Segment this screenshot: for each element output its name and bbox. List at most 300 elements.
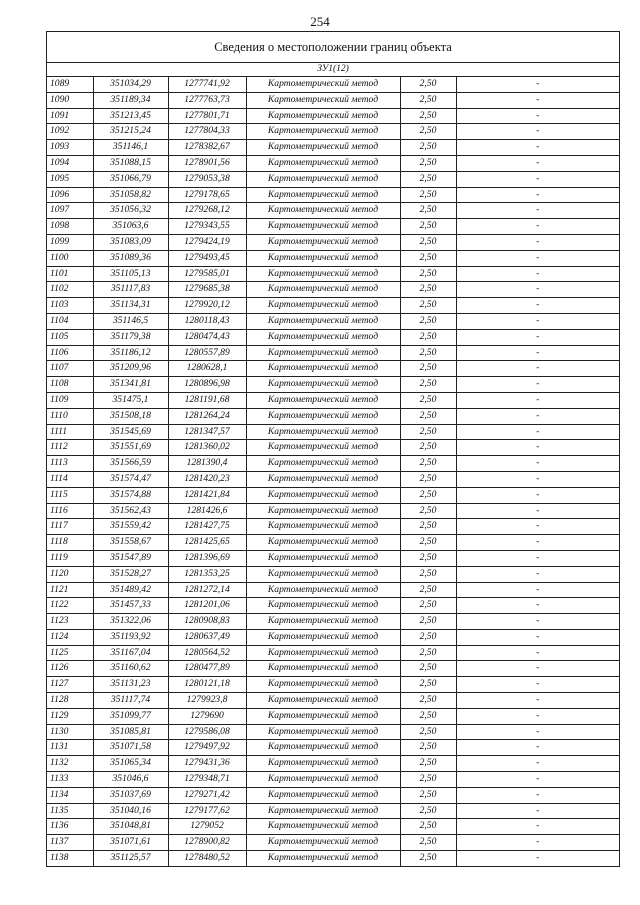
x-coordinate-cell: 351167,04 bbox=[93, 645, 168, 661]
table-row bbox=[47, 298, 619, 314]
accuracy-cell: 2,50 bbox=[400, 424, 456, 440]
table-row bbox=[47, 250, 619, 266]
x-coordinate-cell: 351186,12 bbox=[93, 345, 168, 361]
table-row bbox=[47, 677, 619, 693]
accuracy-cell: 2,50 bbox=[400, 614, 456, 630]
accuracy-cell: 2,50 bbox=[400, 234, 456, 250]
description-cell: - bbox=[456, 408, 619, 424]
accuracy-cell: 2,50 bbox=[400, 708, 456, 724]
accuracy-cell: 2,50 bbox=[400, 740, 456, 756]
point-number-cell: 1105 bbox=[47, 329, 93, 345]
y-coordinate-cell: 1280637,49 bbox=[168, 629, 246, 645]
description-cell: - bbox=[456, 298, 619, 314]
table-row bbox=[47, 708, 619, 724]
accuracy-cell: 2,50 bbox=[400, 550, 456, 566]
method-cell: Картометрический метод bbox=[246, 361, 400, 377]
x-coordinate-cell: 351065,34 bbox=[93, 756, 168, 772]
description-cell: - bbox=[456, 803, 619, 819]
table-row bbox=[47, 266, 619, 282]
description-cell: - bbox=[456, 392, 619, 408]
point-number-cell: 1106 bbox=[47, 345, 93, 361]
y-coordinate-cell: 1279178,65 bbox=[168, 187, 246, 203]
y-coordinate-cell: 1280477,89 bbox=[168, 661, 246, 677]
accuracy-cell: 2,50 bbox=[400, 361, 456, 377]
x-coordinate-cell: 351508,18 bbox=[93, 408, 168, 424]
point-number-cell: 1133 bbox=[47, 772, 93, 788]
description-cell: - bbox=[456, 550, 619, 566]
accuracy-cell: 2,50 bbox=[400, 329, 456, 345]
description-cell: - bbox=[456, 219, 619, 235]
description-cell: - bbox=[456, 77, 619, 92]
method-cell: Картометрический метод bbox=[246, 392, 400, 408]
x-coordinate-cell: 351134,31 bbox=[93, 298, 168, 314]
table-row bbox=[47, 77, 619, 92]
method-cell: Картометрический метод bbox=[246, 124, 400, 140]
method-cell: Картометрический метод bbox=[246, 203, 400, 219]
x-coordinate-cell: 351105,13 bbox=[93, 266, 168, 282]
x-coordinate-cell: 351215,24 bbox=[93, 124, 168, 140]
table-row bbox=[47, 503, 619, 519]
table-row bbox=[47, 124, 619, 140]
x-coordinate-cell: 351528,27 bbox=[93, 566, 168, 582]
table-row bbox=[47, 140, 619, 156]
point-number-cell: 1136 bbox=[47, 819, 93, 835]
point-number-cell: 1089 bbox=[47, 77, 93, 92]
table-row bbox=[47, 740, 619, 756]
x-coordinate-cell: 351160,62 bbox=[93, 661, 168, 677]
point-number-cell: 1115 bbox=[47, 487, 93, 503]
method-cell: Картометрический метод bbox=[246, 787, 400, 803]
x-coordinate-cell: 351085,81 bbox=[93, 724, 168, 740]
y-coordinate-cell: 1281201,06 bbox=[168, 598, 246, 614]
point-number-cell: 1101 bbox=[47, 266, 93, 282]
description-cell: - bbox=[456, 313, 619, 329]
method-cell: Картометрический метод bbox=[246, 282, 400, 298]
y-coordinate-cell: 1279343,55 bbox=[168, 219, 246, 235]
y-coordinate-cell: 1280474,43 bbox=[168, 329, 246, 345]
y-coordinate-cell: 1279923,8 bbox=[168, 693, 246, 709]
x-coordinate-cell: 351547,89 bbox=[93, 550, 168, 566]
method-cell: Картометрический метод bbox=[246, 408, 400, 424]
y-coordinate-cell: 1281264,24 bbox=[168, 408, 246, 424]
accuracy-cell: 2,50 bbox=[400, 408, 456, 424]
description-cell: - bbox=[456, 693, 619, 709]
point-number-cell: 1108 bbox=[47, 377, 93, 393]
point-number-cell: 1100 bbox=[47, 250, 93, 266]
description-cell: - bbox=[456, 661, 619, 677]
accuracy-cell: 2,50 bbox=[400, 851, 456, 866]
table-row bbox=[47, 456, 619, 472]
method-cell: Картометрический метод bbox=[246, 582, 400, 598]
method-cell: Картометрический метод bbox=[246, 171, 400, 187]
accuracy-cell: 2,50 bbox=[400, 535, 456, 551]
point-number-cell: 1093 bbox=[47, 140, 93, 156]
accuracy-cell: 2,50 bbox=[400, 471, 456, 487]
description-cell: - bbox=[456, 456, 619, 472]
method-cell: Картометрический метод bbox=[246, 835, 400, 851]
method-cell: Картометрический метод bbox=[246, 519, 400, 535]
y-coordinate-cell: 1281425,65 bbox=[168, 535, 246, 551]
x-coordinate-cell: 351558,67 bbox=[93, 535, 168, 551]
point-number-cell: 1111 bbox=[47, 424, 93, 440]
accuracy-cell: 2,50 bbox=[400, 92, 456, 108]
y-coordinate-cell: 1281420,23 bbox=[168, 471, 246, 487]
table-row bbox=[47, 408, 619, 424]
method-cell: Картометрический метод bbox=[246, 77, 400, 92]
accuracy-cell: 2,50 bbox=[400, 377, 456, 393]
method-cell: Картометрический метод bbox=[246, 772, 400, 788]
page-number: 254 bbox=[310, 14, 330, 29]
table-row bbox=[47, 661, 619, 677]
table-row bbox=[47, 519, 619, 535]
method-cell: Картометрический метод bbox=[246, 456, 400, 472]
point-number-cell: 1131 bbox=[47, 740, 93, 756]
point-number-cell: 1134 bbox=[47, 787, 93, 803]
accuracy-cell: 2,50 bbox=[400, 266, 456, 282]
method-cell: Картометрический метод bbox=[246, 803, 400, 819]
table-row bbox=[47, 234, 619, 250]
accuracy-cell: 2,50 bbox=[400, 819, 456, 835]
y-coordinate-cell: 1279431,36 bbox=[168, 756, 246, 772]
accuracy-cell: 2,50 bbox=[400, 219, 456, 235]
x-coordinate-cell: 351066,79 bbox=[93, 171, 168, 187]
accuracy-cell: 2,50 bbox=[400, 803, 456, 819]
method-cell: Картометрический метод bbox=[246, 219, 400, 235]
point-number-cell: 1116 bbox=[47, 503, 93, 519]
point-number-cell: 1120 bbox=[47, 566, 93, 582]
point-number-cell: 1138 bbox=[47, 851, 93, 866]
x-coordinate-cell: 351475,1 bbox=[93, 392, 168, 408]
x-coordinate-cell: 351457,33 bbox=[93, 598, 168, 614]
method-cell: Картометрический метод bbox=[246, 503, 400, 519]
method-cell: Картометрический метод bbox=[246, 92, 400, 108]
description-cell: - bbox=[456, 171, 619, 187]
table-row bbox=[47, 392, 619, 408]
y-coordinate-cell: 1278900,82 bbox=[168, 835, 246, 851]
point-number-cell: 1117 bbox=[47, 519, 93, 535]
table-row bbox=[47, 835, 619, 851]
description-cell: - bbox=[456, 440, 619, 456]
y-coordinate-cell: 1279585,01 bbox=[168, 266, 246, 282]
accuracy-cell: 2,50 bbox=[400, 598, 456, 614]
method-cell: Картометрический метод bbox=[246, 234, 400, 250]
method-cell: Картометрический метод bbox=[246, 140, 400, 156]
y-coordinate-cell: 1279271,42 bbox=[168, 787, 246, 803]
x-coordinate-cell: 351322,06 bbox=[93, 614, 168, 630]
y-coordinate-cell: 1277804,33 bbox=[168, 124, 246, 140]
description-cell: - bbox=[456, 345, 619, 361]
y-coordinate-cell: 1279053,38 bbox=[168, 171, 246, 187]
x-coordinate-cell: 351117,74 bbox=[93, 693, 168, 709]
method-cell: Картометрический метод bbox=[246, 471, 400, 487]
point-number-cell: 1097 bbox=[47, 203, 93, 219]
accuracy-cell: 2,50 bbox=[400, 487, 456, 503]
point-number-cell: 1130 bbox=[47, 724, 93, 740]
x-coordinate-cell: 351146,1 bbox=[93, 140, 168, 156]
table-row bbox=[47, 582, 619, 598]
description-cell: - bbox=[456, 250, 619, 266]
description-cell: - bbox=[456, 835, 619, 851]
table-row bbox=[47, 219, 619, 235]
method-cell: Картометрический метод bbox=[246, 693, 400, 709]
x-coordinate-cell: 351213,45 bbox=[93, 108, 168, 124]
y-coordinate-cell: 1279493,45 bbox=[168, 250, 246, 266]
method-cell: Картометрический метод bbox=[246, 566, 400, 582]
accuracy-cell: 2,50 bbox=[400, 440, 456, 456]
y-coordinate-cell: 1279586,08 bbox=[168, 724, 246, 740]
accuracy-cell: 2,50 bbox=[400, 677, 456, 693]
x-coordinate-cell: 351099,77 bbox=[93, 708, 168, 724]
description-cell: - bbox=[456, 471, 619, 487]
table-row bbox=[47, 171, 619, 187]
table-row bbox=[47, 108, 619, 124]
description-cell: - bbox=[456, 140, 619, 156]
accuracy-cell: 2,50 bbox=[400, 77, 456, 92]
table-row bbox=[47, 487, 619, 503]
y-coordinate-cell: 1278382,67 bbox=[168, 140, 246, 156]
accuracy-cell: 2,50 bbox=[400, 693, 456, 709]
table-row bbox=[47, 598, 619, 614]
point-number-cell: 1119 bbox=[47, 550, 93, 566]
description-cell: - bbox=[456, 819, 619, 835]
description-cell: - bbox=[456, 535, 619, 551]
y-coordinate-cell: 1281272,14 bbox=[168, 582, 246, 598]
x-coordinate-cell: 351058,82 bbox=[93, 187, 168, 203]
y-coordinate-cell: 1281353,25 bbox=[168, 566, 246, 582]
point-number-cell: 1118 bbox=[47, 535, 93, 551]
description-cell: - bbox=[456, 487, 619, 503]
accuracy-cell: 2,50 bbox=[400, 787, 456, 803]
method-cell: Картометрический метод bbox=[246, 614, 400, 630]
description-cell: - bbox=[456, 234, 619, 250]
accuracy-cell: 2,50 bbox=[400, 566, 456, 582]
description-cell: - bbox=[456, 645, 619, 661]
accuracy-cell: 2,50 bbox=[400, 645, 456, 661]
x-coordinate-cell: 351088,15 bbox=[93, 155, 168, 171]
description-cell: - bbox=[456, 329, 619, 345]
point-number-cell: 1094 bbox=[47, 155, 93, 171]
x-coordinate-cell: 351562,43 bbox=[93, 503, 168, 519]
y-coordinate-cell: 1281347,57 bbox=[168, 424, 246, 440]
y-coordinate-cell: 1281421,84 bbox=[168, 487, 246, 503]
table-row bbox=[47, 787, 619, 803]
table-row bbox=[47, 851, 619, 866]
description-cell: - bbox=[456, 361, 619, 377]
x-coordinate-cell: 351179,38 bbox=[93, 329, 168, 345]
method-cell: Картометрический метод bbox=[246, 345, 400, 361]
table-row bbox=[47, 803, 619, 819]
description-cell: - bbox=[456, 519, 619, 535]
document-table-frame bbox=[46, 31, 620, 867]
method-cell: Картометрический метод bbox=[246, 851, 400, 866]
y-coordinate-cell: 1280628,1 bbox=[168, 361, 246, 377]
description-cell: - bbox=[456, 677, 619, 693]
table-row bbox=[47, 92, 619, 108]
accuracy-cell: 2,50 bbox=[400, 250, 456, 266]
method-cell: Картометрический метод bbox=[246, 724, 400, 740]
table-subtitle: ЗУ1(12) bbox=[47, 63, 619, 77]
x-coordinate-cell: 351117,83 bbox=[93, 282, 168, 298]
y-coordinate-cell: 1278480,52 bbox=[168, 851, 246, 866]
x-coordinate-cell: 351048,81 bbox=[93, 819, 168, 835]
point-number-cell: 1121 bbox=[47, 582, 93, 598]
description-cell: - bbox=[456, 629, 619, 645]
x-coordinate-cell: 351056,32 bbox=[93, 203, 168, 219]
description-cell: - bbox=[456, 566, 619, 582]
table-row bbox=[47, 724, 619, 740]
method-cell: Картометрический метод bbox=[246, 440, 400, 456]
description-cell: - bbox=[456, 787, 619, 803]
point-number-cell: 1114 bbox=[47, 471, 93, 487]
accuracy-cell: 2,50 bbox=[400, 724, 456, 740]
table-body bbox=[47, 77, 619, 866]
table-row bbox=[47, 329, 619, 345]
point-number-cell: 1127 bbox=[47, 677, 93, 693]
accuracy-cell: 2,50 bbox=[400, 171, 456, 187]
x-coordinate-cell: 351034,29 bbox=[93, 77, 168, 92]
y-coordinate-cell: 1279348,71 bbox=[168, 772, 246, 788]
description-cell: - bbox=[456, 598, 619, 614]
x-coordinate-cell: 351559,42 bbox=[93, 519, 168, 535]
x-coordinate-cell: 351146,5 bbox=[93, 313, 168, 329]
coordinates-table bbox=[47, 77, 619, 866]
point-number-cell: 1102 bbox=[47, 282, 93, 298]
description-cell: - bbox=[456, 187, 619, 203]
table-row bbox=[47, 471, 619, 487]
accuracy-cell: 2,50 bbox=[400, 629, 456, 645]
description-cell: - bbox=[456, 708, 619, 724]
method-cell: Картометрический метод bbox=[246, 740, 400, 756]
description-cell: - bbox=[456, 108, 619, 124]
method-cell: Картометрический метод bbox=[246, 677, 400, 693]
point-number-cell: 1095 bbox=[47, 171, 93, 187]
y-coordinate-cell: 1280908,83 bbox=[168, 614, 246, 630]
x-coordinate-cell: 351071,61 bbox=[93, 835, 168, 851]
y-coordinate-cell: 1281390,4 bbox=[168, 456, 246, 472]
y-coordinate-cell: 1280121,18 bbox=[168, 677, 246, 693]
method-cell: Картометрический метод bbox=[246, 313, 400, 329]
method-cell: Картометрический метод bbox=[246, 661, 400, 677]
table-row bbox=[47, 772, 619, 788]
x-coordinate-cell: 351040,16 bbox=[93, 803, 168, 819]
point-number-cell: 1090 bbox=[47, 92, 93, 108]
x-coordinate-cell: 351545,69 bbox=[93, 424, 168, 440]
table-row bbox=[47, 693, 619, 709]
x-coordinate-cell: 351125,57 bbox=[93, 851, 168, 866]
accuracy-cell: 2,50 bbox=[400, 155, 456, 171]
table-row bbox=[47, 155, 619, 171]
description-cell: - bbox=[456, 282, 619, 298]
point-number-cell: 1112 bbox=[47, 440, 93, 456]
point-number-cell: 1137 bbox=[47, 835, 93, 851]
accuracy-cell: 2,50 bbox=[400, 772, 456, 788]
accuracy-cell: 2,50 bbox=[400, 392, 456, 408]
y-coordinate-cell: 1281360,02 bbox=[168, 440, 246, 456]
method-cell: Картометрический метод bbox=[246, 645, 400, 661]
x-coordinate-cell: 351489,42 bbox=[93, 582, 168, 598]
method-cell: Картометрический метод bbox=[246, 377, 400, 393]
table-title: Сведения о местоположении границ объекта bbox=[47, 32, 619, 63]
point-number-cell: 1099 bbox=[47, 234, 93, 250]
table-row bbox=[47, 440, 619, 456]
description-cell: - bbox=[456, 377, 619, 393]
point-number-cell: 1113 bbox=[47, 456, 93, 472]
y-coordinate-cell: 1279685,38 bbox=[168, 282, 246, 298]
description-cell: - bbox=[456, 124, 619, 140]
y-coordinate-cell: 1280564,52 bbox=[168, 645, 246, 661]
y-coordinate-cell: 1280118,43 bbox=[168, 313, 246, 329]
method-cell: Картометрический метод bbox=[246, 187, 400, 203]
point-number-cell: 1125 bbox=[47, 645, 93, 661]
method-cell: Картометрический метод bbox=[246, 629, 400, 645]
description-cell: - bbox=[456, 614, 619, 630]
x-coordinate-cell: 351089,36 bbox=[93, 250, 168, 266]
point-number-cell: 1135 bbox=[47, 803, 93, 819]
table-row bbox=[47, 550, 619, 566]
point-number-cell: 1104 bbox=[47, 313, 93, 329]
point-number-cell: 1110 bbox=[47, 408, 93, 424]
accuracy-cell: 2,50 bbox=[400, 203, 456, 219]
point-number-cell: 1098 bbox=[47, 219, 93, 235]
x-coordinate-cell: 351209,96 bbox=[93, 361, 168, 377]
y-coordinate-cell: 1281427,75 bbox=[168, 519, 246, 535]
method-cell: Картометрический метод bbox=[246, 708, 400, 724]
table-row bbox=[47, 361, 619, 377]
method-cell: Картометрический метод bbox=[246, 598, 400, 614]
point-number-cell: 1109 bbox=[47, 392, 93, 408]
y-coordinate-cell: 1277741,92 bbox=[168, 77, 246, 92]
y-coordinate-cell: 1278901,56 bbox=[168, 155, 246, 171]
accuracy-cell: 2,50 bbox=[400, 298, 456, 314]
point-number-cell: 1107 bbox=[47, 361, 93, 377]
point-number-cell: 1122 bbox=[47, 598, 93, 614]
x-coordinate-cell: 351131,23 bbox=[93, 677, 168, 693]
x-coordinate-cell: 351189,34 bbox=[93, 92, 168, 108]
x-coordinate-cell: 351566,59 bbox=[93, 456, 168, 472]
description-cell: - bbox=[456, 582, 619, 598]
point-number-cell: 1132 bbox=[47, 756, 93, 772]
method-cell: Картометрический метод bbox=[246, 298, 400, 314]
y-coordinate-cell: 1279497,92 bbox=[168, 740, 246, 756]
point-number-cell: 1128 bbox=[47, 693, 93, 709]
y-coordinate-cell: 1279690 bbox=[168, 708, 246, 724]
table-row bbox=[47, 629, 619, 645]
point-number-cell: 1096 bbox=[47, 187, 93, 203]
x-coordinate-cell: 351046,6 bbox=[93, 772, 168, 788]
point-number-cell: 1091 bbox=[47, 108, 93, 124]
y-coordinate-cell: 1280896,98 bbox=[168, 377, 246, 393]
description-cell: - bbox=[456, 756, 619, 772]
accuracy-cell: 2,50 bbox=[400, 124, 456, 140]
accuracy-cell: 2,50 bbox=[400, 456, 456, 472]
x-coordinate-cell: 351574,88 bbox=[93, 487, 168, 503]
table-row bbox=[47, 819, 619, 835]
table-row bbox=[47, 535, 619, 551]
method-cell: Картометрический метод bbox=[246, 487, 400, 503]
method-cell: Картометрический метод bbox=[246, 819, 400, 835]
table-row bbox=[47, 345, 619, 361]
table-row bbox=[47, 203, 619, 219]
y-coordinate-cell: 1281426,6 bbox=[168, 503, 246, 519]
y-coordinate-cell: 1281396,69 bbox=[168, 550, 246, 566]
accuracy-cell: 2,50 bbox=[400, 282, 456, 298]
description-cell: - bbox=[456, 266, 619, 282]
y-coordinate-cell: 1279052 bbox=[168, 819, 246, 835]
y-coordinate-cell: 1279424,19 bbox=[168, 234, 246, 250]
description-cell: - bbox=[456, 851, 619, 866]
point-number-cell: 1103 bbox=[47, 298, 93, 314]
point-number-cell: 1092 bbox=[47, 124, 93, 140]
